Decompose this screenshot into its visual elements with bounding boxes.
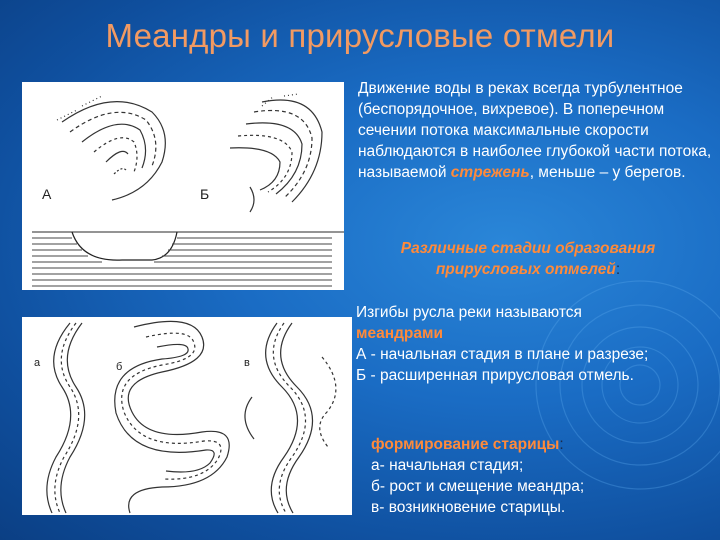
stages-heading-colon: : — [615, 261, 621, 278]
meanders-stage-b: Б - расширенная прирусловая отмель. — [356, 367, 634, 384]
figure-label-a: А — [42, 186, 52, 202]
oxbow-heading: формирование старицы — [371, 436, 560, 453]
oxbow-stage-a: а- начальная стадия; — [371, 457, 524, 474]
oxbow-stage-v: в- возникновение старицы. — [371, 499, 566, 516]
paragraph-turbulence-text: Движение воды в реках всегда турбулентное (беспорядочное, вихревое). В поперечном сечении потока максимальные скорости наблюдаются в наиболее глубокой части потока, называемой — [358, 80, 712, 181]
meander-figure-top — [22, 82, 344, 290]
slide-title: Меандры и прирусловые отмели — [105, 17, 615, 54]
term-meanders: меандрами — [356, 325, 443, 342]
stages-heading-text: Различные стадии образования прирусловых отмелей — [400, 240, 656, 278]
meanders-intro: Изгибы русла реки называются — [356, 304, 582, 321]
paragraph-oxbow — [371, 434, 711, 518]
figure-label-b: Б — [200, 186, 210, 202]
paragraph-meanders — [356, 302, 716, 386]
meanders-stage-a: А - начальная стадия в плане и разрезе; — [356, 346, 649, 363]
figure-label-a-small: а — [34, 357, 41, 369]
figure-label-v-small: в — [244, 357, 250, 369]
meander-drawing-top — [22, 82, 344, 290]
oxbow-drawing — [22, 317, 352, 515]
oxbow-heading-colon: : — [559, 436, 564, 453]
paragraph-turbulence-tail: , меньше – у берегов. — [529, 164, 686, 181]
oxbow-stage-b: б- рост и смещение меандра; — [371, 478, 585, 495]
oxbow-figure-bottom — [22, 317, 352, 515]
paragraph-turbulence — [358, 78, 718, 183]
figure-label-b-small: б — [116, 361, 123, 373]
term-strezhen: стрежень — [450, 164, 530, 181]
paragraph-stages-heading — [358, 238, 698, 280]
